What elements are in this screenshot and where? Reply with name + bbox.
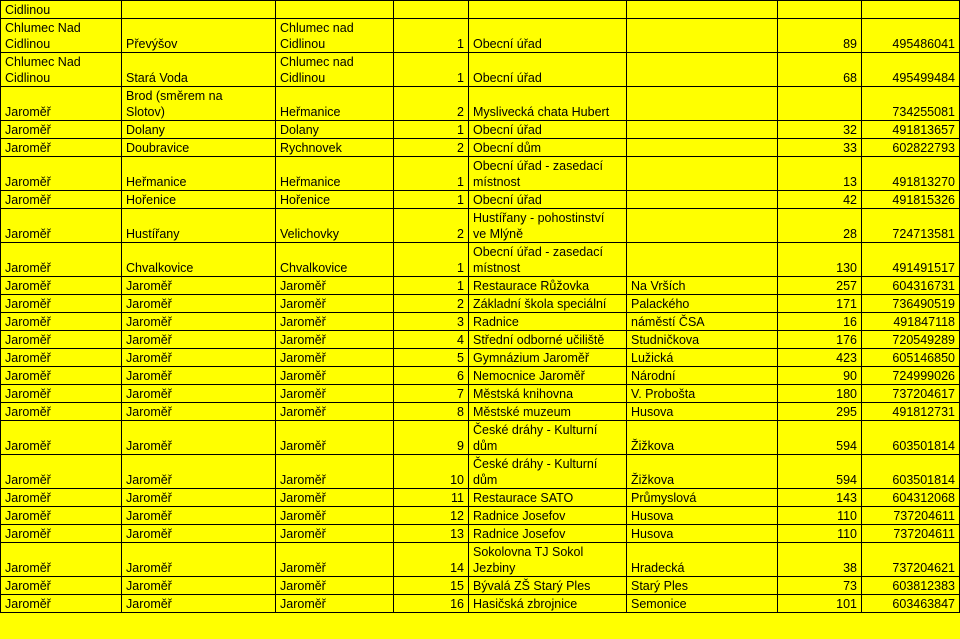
venue-cell[interactable]: Bývalá ZŠ Starý Ples [469, 577, 627, 595]
municipality-cell[interactable]: Jaroměř [276, 385, 394, 403]
phone-cell[interactable]: 724999026 [862, 367, 960, 385]
street-cell[interactable]: Starý Ples [627, 577, 778, 595]
venue-cell[interactable]: Obecní úřad [469, 121, 627, 139]
municipality-cell[interactable]: Jaroměř [276, 507, 394, 525]
phone-cell[interactable]: 604312068 [862, 489, 960, 507]
street-cell[interactable] [627, 209, 778, 243]
part-cell[interactable]: Stará Voda [122, 53, 276, 87]
house-number-cell[interactable]: 130 [778, 243, 862, 277]
phone-cell[interactable]: 724713581 [862, 209, 960, 243]
table-row [1, 139, 960, 157]
house-number-cell[interactable]: 594 [778, 455, 862, 489]
part-cell[interactable]: Chvalkovice [122, 243, 276, 277]
municipality-cell[interactable] [276, 1, 394, 19]
venue-cell[interactable]: Hustířany - pohostinství ve Mlýně [469, 209, 627, 243]
house-number-cell[interactable]: 89 [778, 19, 862, 53]
house-number-cell[interactable]: 594 [778, 421, 862, 455]
district-number-cell[interactable]: 1 [394, 191, 469, 209]
house-number-cell[interactable]: 180 [778, 385, 862, 403]
district-cell[interactable]: Jaroměř [1, 243, 122, 277]
table-row [1, 19, 960, 53]
table-row [1, 367, 960, 385]
street-cell[interactable] [627, 87, 778, 121]
venue-cell[interactable]: Obecní úřad [469, 19, 627, 53]
venue-cell[interactable] [469, 1, 627, 19]
phone-cell[interactable]: 603501814 [862, 421, 960, 455]
municipality-cell[interactable]: Chlumec nad Cidlinou [276, 19, 394, 53]
district-cell[interactable]: Jaroměř [1, 313, 122, 331]
district-cell[interactable]: Jaroměř [1, 403, 122, 421]
venue-cell[interactable]: Radnice [469, 313, 627, 331]
district-cell[interactable]: Jaroměř [1, 385, 122, 403]
municipality-cell[interactable]: Jaroměř [276, 525, 394, 543]
municipality-cell[interactable]: Jaroměř [276, 403, 394, 421]
part-cell[interactable]: Jaroměř [122, 331, 276, 349]
district-cell[interactable]: Chlumec Nad Cidlinou [1, 19, 122, 53]
venue-cell[interactable]: Základní škola speciální [469, 295, 627, 313]
venue-cell[interactable]: Radnice Josefov [469, 525, 627, 543]
house-number-cell[interactable]: 110 [778, 507, 862, 525]
table-row [1, 577, 960, 595]
district-cell[interactable]: Jaroměř [1, 489, 122, 507]
street-cell[interactable] [627, 121, 778, 139]
table-row [1, 331, 960, 349]
district-cell[interactable]: Jaroměř [1, 455, 122, 489]
table-row [1, 121, 960, 139]
table-row [1, 243, 960, 277]
phone-cell[interactable]: 603812383 [862, 577, 960, 595]
district-number-cell[interactable]: 1 [394, 243, 469, 277]
venue-cell[interactable]: Restaurace SATO [469, 489, 627, 507]
part-cell[interactable] [122, 1, 276, 19]
street-cell[interactable]: náměstí ČSA [627, 313, 778, 331]
house-number-cell[interactable]: 90 [778, 367, 862, 385]
district-cell[interactable]: Jaroměř [1, 367, 122, 385]
district-cell[interactable]: Jaroměř [1, 139, 122, 157]
part-cell[interactable]: Jaroměř [122, 367, 276, 385]
part-cell[interactable]: Jaroměř [122, 543, 276, 577]
phone-cell[interactable]: 603501814 [862, 455, 960, 489]
district-number-cell[interactable]: 1 [394, 121, 469, 139]
district-cell[interactable]: Jaroměř [1, 507, 122, 525]
venue-cell[interactable]: Sokolovna TJ Sokol Jezbiny [469, 543, 627, 577]
part-cell[interactable]: Jaroměř [122, 313, 276, 331]
phone-cell[interactable] [862, 1, 960, 19]
table-row [1, 385, 960, 403]
part-cell[interactable]: Jaroměř [122, 403, 276, 421]
house-number-cell[interactable]: 257 [778, 277, 862, 295]
table-row [1, 209, 960, 243]
district-number-cell[interactable]: 16 [394, 595, 469, 613]
street-cell[interactable]: Studničkova [627, 331, 778, 349]
street-cell[interactable] [627, 139, 778, 157]
district-number-cell[interactable]: 8 [394, 403, 469, 421]
phone-cell[interactable]: 491812731 [862, 403, 960, 421]
municipality-cell[interactable]: Velichovky [276, 209, 394, 243]
municipality-cell[interactable]: Jaroměř [276, 367, 394, 385]
district-cell[interactable]: Jaroměř [1, 331, 122, 349]
district-cell[interactable]: Jaroměř [1, 209, 122, 243]
district-number-cell[interactable]: 5 [394, 349, 469, 367]
part-cell[interactable]: Jaroměř [122, 489, 276, 507]
district-cell[interactable]: Jaroměř [1, 595, 122, 613]
house-number-cell[interactable]: 13 [778, 157, 862, 191]
house-number-cell[interactable]: 101 [778, 595, 862, 613]
municipality-cell[interactable]: Jaroměř [276, 577, 394, 595]
venue-cell[interactable]: Gymnázium Jaroměř [469, 349, 627, 367]
phone-cell[interactable]: 605146850 [862, 349, 960, 367]
district-number-cell[interactable]: 10 [394, 455, 469, 489]
house-number-cell[interactable]: 73 [778, 577, 862, 595]
house-number-cell[interactable]: 171 [778, 295, 862, 313]
district-number-cell[interactable]: 11 [394, 489, 469, 507]
district-number-cell[interactable]: 3 [394, 313, 469, 331]
street-cell[interactable]: Husova [627, 507, 778, 525]
municipality-cell[interactable]: Chlumec nad Cidlinou [276, 53, 394, 87]
district-cell[interactable]: Jaroměř [1, 421, 122, 455]
venue-cell[interactable]: Obecní úřad - zasedací místnost [469, 243, 627, 277]
table-row [1, 87, 960, 121]
house-number-cell[interactable]: 295 [778, 403, 862, 421]
municipality-cell[interactable]: Jaroměř [276, 295, 394, 313]
house-number-cell[interactable]: 423 [778, 349, 862, 367]
venue-cell[interactable]: Obecní úřad [469, 191, 627, 209]
municipality-cell[interactable]: Heřmanice [276, 157, 394, 191]
street-cell[interactable]: Národní [627, 367, 778, 385]
phone-cell[interactable]: 495486041 [862, 19, 960, 53]
part-cell[interactable]: Jaroměř [122, 295, 276, 313]
part-cell[interactable]: Jaroměř [122, 525, 276, 543]
phone-cell[interactable]: 737204617 [862, 385, 960, 403]
part-cell[interactable]: Jaroměř [122, 595, 276, 613]
part-cell[interactable]: Jaroměř [122, 577, 276, 595]
phone-cell[interactable]: 720549289 [862, 331, 960, 349]
district-number-cell[interactable]: 2 [394, 139, 469, 157]
street-cell[interactable]: Husova [627, 403, 778, 421]
district-number-cell[interactable]: 7 [394, 385, 469, 403]
district-number-cell[interactable]: 2 [394, 87, 469, 121]
table-row [1, 157, 960, 191]
venue-cell[interactable]: Radnice Josefov [469, 507, 627, 525]
municipality-cell[interactable]: Jaroměř [276, 277, 394, 295]
house-number-cell[interactable] [778, 87, 862, 121]
district-cell[interactable]: Jaroměř [1, 157, 122, 191]
house-number-cell[interactable]: 32 [778, 121, 862, 139]
street-cell[interactable]: Žižkova [627, 455, 778, 489]
street-cell[interactable] [627, 243, 778, 277]
house-number-cell[interactable] [778, 1, 862, 19]
municipality-cell[interactable]: Jaroměř [276, 489, 394, 507]
part-cell[interactable]: Převýšov [122, 19, 276, 53]
district-cell[interactable]: Jaroměř [1, 295, 122, 313]
house-number-cell[interactable]: 176 [778, 331, 862, 349]
district-cell[interactable]: Jaroměř [1, 121, 122, 139]
venue-cell[interactable]: Střední odborné učiliště [469, 331, 627, 349]
venue-cell[interactable]: Hasičská zbrojnice [469, 595, 627, 613]
part-cell[interactable]: Brod (směrem na Slotov) [122, 87, 276, 121]
street-cell[interactable]: Lužická [627, 349, 778, 367]
district-number-cell[interactable]: 15 [394, 577, 469, 595]
part-cell[interactable]: Heřmanice [122, 157, 276, 191]
house-number-cell[interactable]: 110 [778, 525, 862, 543]
house-number-cell[interactable]: 68 [778, 53, 862, 87]
district-cell[interactable]: Jaroměř [1, 277, 122, 295]
phone-cell[interactable]: 604316731 [862, 277, 960, 295]
street-cell[interactable] [627, 19, 778, 53]
street-cell[interactable]: Palackého [627, 295, 778, 313]
phone-cell[interactable]: 737204611 [862, 525, 960, 543]
house-number-cell[interactable]: 28 [778, 209, 862, 243]
street-cell[interactable] [627, 53, 778, 87]
street-cell[interactable]: Na Vrších [627, 277, 778, 295]
district-number-cell[interactable]: 2 [394, 295, 469, 313]
venue-cell[interactable]: Městská knihovna [469, 385, 627, 403]
table-row [1, 53, 960, 87]
table-row [1, 295, 960, 313]
street-cell[interactable]: Hradecká [627, 543, 778, 577]
table-row [1, 349, 960, 367]
municipality-cell[interactable]: Jaroměř [276, 313, 394, 331]
municipality-cell[interactable]: Jaroměř [276, 543, 394, 577]
table-row [1, 1, 960, 19]
venue-cell[interactable]: Restaurace Růžovka [469, 277, 627, 295]
phone-cell[interactable]: 737204611 [862, 507, 960, 525]
street-cell[interactable]: Semonice [627, 595, 778, 613]
table-row [1, 455, 960, 489]
part-cell[interactable]: Jaroměř [122, 277, 276, 295]
street-cell[interactable] [627, 1, 778, 19]
table-row [1, 277, 960, 295]
district-cell[interactable]: Jaroměř [1, 349, 122, 367]
part-cell[interactable]: Hořenice [122, 191, 276, 209]
district-number-cell[interactable]: 2 [394, 209, 469, 243]
part-cell[interactable]: Dolany [122, 121, 276, 139]
district-cell[interactable]: Jaroměř [1, 543, 122, 577]
district-cell[interactable]: Jaroměř [1, 577, 122, 595]
street-cell[interactable]: Průmyslová [627, 489, 778, 507]
venue-cell[interactable]: Městské muzeum [469, 403, 627, 421]
municipality-cell[interactable]: Rychnovek [276, 139, 394, 157]
table-row [1, 421, 960, 455]
phone-cell[interactable]: 734255081 [862, 87, 960, 121]
municipality-cell[interactable]: Hořenice [276, 191, 394, 209]
part-cell[interactable]: Jaroměř [122, 421, 276, 455]
street-cell[interactable]: Husova [627, 525, 778, 543]
phone-cell[interactable]: 495499484 [862, 53, 960, 87]
house-number-cell[interactable]: 38 [778, 543, 862, 577]
district-cell[interactable]: Jaroměř [1, 87, 122, 121]
table-row [1, 403, 960, 421]
municipality-cell[interactable]: Jaroměř [276, 455, 394, 489]
part-cell[interactable]: Doubravice [122, 139, 276, 157]
district-number-cell[interactable]: 13 [394, 525, 469, 543]
district-cell[interactable]: Cidlinou [1, 1, 122, 19]
part-cell[interactable]: Jaroměř [122, 385, 276, 403]
venue-cell[interactable]: Obecní úřad [469, 53, 627, 87]
house-number-cell[interactable]: 16 [778, 313, 862, 331]
street-cell[interactable] [627, 191, 778, 209]
venue-cell[interactable]: České dráhy - Kulturní dům [469, 421, 627, 455]
phone-cell[interactable]: 491491517 [862, 243, 960, 277]
municipality-cell[interactable]: Chvalkovice [276, 243, 394, 277]
municipality-cell[interactable]: Jaroměř [276, 349, 394, 367]
table-row [1, 507, 960, 525]
municipality-cell[interactable]: Dolany [276, 121, 394, 139]
part-cell[interactable]: Jaroměř [122, 507, 276, 525]
phone-cell[interactable]: 603463847 [862, 595, 960, 613]
district-number-cell[interactable]: 4 [394, 331, 469, 349]
table-row [1, 191, 960, 209]
part-cell[interactable]: Hustířany [122, 209, 276, 243]
venue-cell[interactable]: České dráhy - Kulturní dům [469, 455, 627, 489]
table-row [1, 543, 960, 577]
district-number-cell[interactable]: 1 [394, 53, 469, 87]
district-number-cell[interactable] [394, 1, 469, 19]
table-row [1, 525, 960, 543]
district-cell[interactable]: Jaroměř [1, 191, 122, 209]
district-number-cell[interactable]: 1 [394, 19, 469, 53]
phone-cell[interactable]: 736490519 [862, 295, 960, 313]
venue-cell[interactable]: Obecní úřad - zasedací místnost [469, 157, 627, 191]
district-number-cell[interactable]: 12 [394, 507, 469, 525]
district-number-cell[interactable]: 1 [394, 277, 469, 295]
table-row [1, 489, 960, 507]
street-cell[interactable]: Žižkova [627, 421, 778, 455]
district-cell[interactable]: Chlumec Nad Cidlinou [1, 53, 122, 87]
phone-cell[interactable]: 737204621 [862, 543, 960, 577]
municipality-cell[interactable]: Jaroměř [276, 595, 394, 613]
phone-cell[interactable]: 491813270 [862, 157, 960, 191]
street-cell[interactable]: V. Probošta [627, 385, 778, 403]
part-cell[interactable]: Jaroměř [122, 455, 276, 489]
venue-cell[interactable]: Myslivecká chata Hubert [469, 87, 627, 121]
house-number-cell[interactable]: 143 [778, 489, 862, 507]
district-number-cell[interactable]: 9 [394, 421, 469, 455]
municipality-cell[interactable]: Jaroměř [276, 421, 394, 455]
part-cell[interactable]: Jaroměř [122, 349, 276, 367]
street-cell[interactable] [627, 157, 778, 191]
house-number-cell[interactable]: 33 [778, 139, 862, 157]
table-body [1, 1, 960, 613]
district-number-cell[interactable]: 6 [394, 367, 469, 385]
district-cell[interactable]: Jaroměř [1, 525, 122, 543]
municipality-cell[interactable]: Heřmanice [276, 87, 394, 121]
phone-cell[interactable]: 602822793 [862, 139, 960, 157]
phone-cell[interactable]: 491813657 [862, 121, 960, 139]
table-row [1, 595, 960, 613]
table-row [1, 313, 960, 331]
venue-cell[interactable]: Obecní dům [469, 139, 627, 157]
district-number-cell[interactable]: 1 [394, 157, 469, 191]
house-number-cell[interactable]: 42 [778, 191, 862, 209]
venue-cell[interactable]: Nemocnice Jaroměř [469, 367, 627, 385]
phone-cell[interactable]: 491815326 [862, 191, 960, 209]
district-number-cell[interactable]: 14 [394, 543, 469, 577]
municipality-cell[interactable]: Jaroměř [276, 331, 394, 349]
phone-cell[interactable]: 491847118 [862, 313, 960, 331]
